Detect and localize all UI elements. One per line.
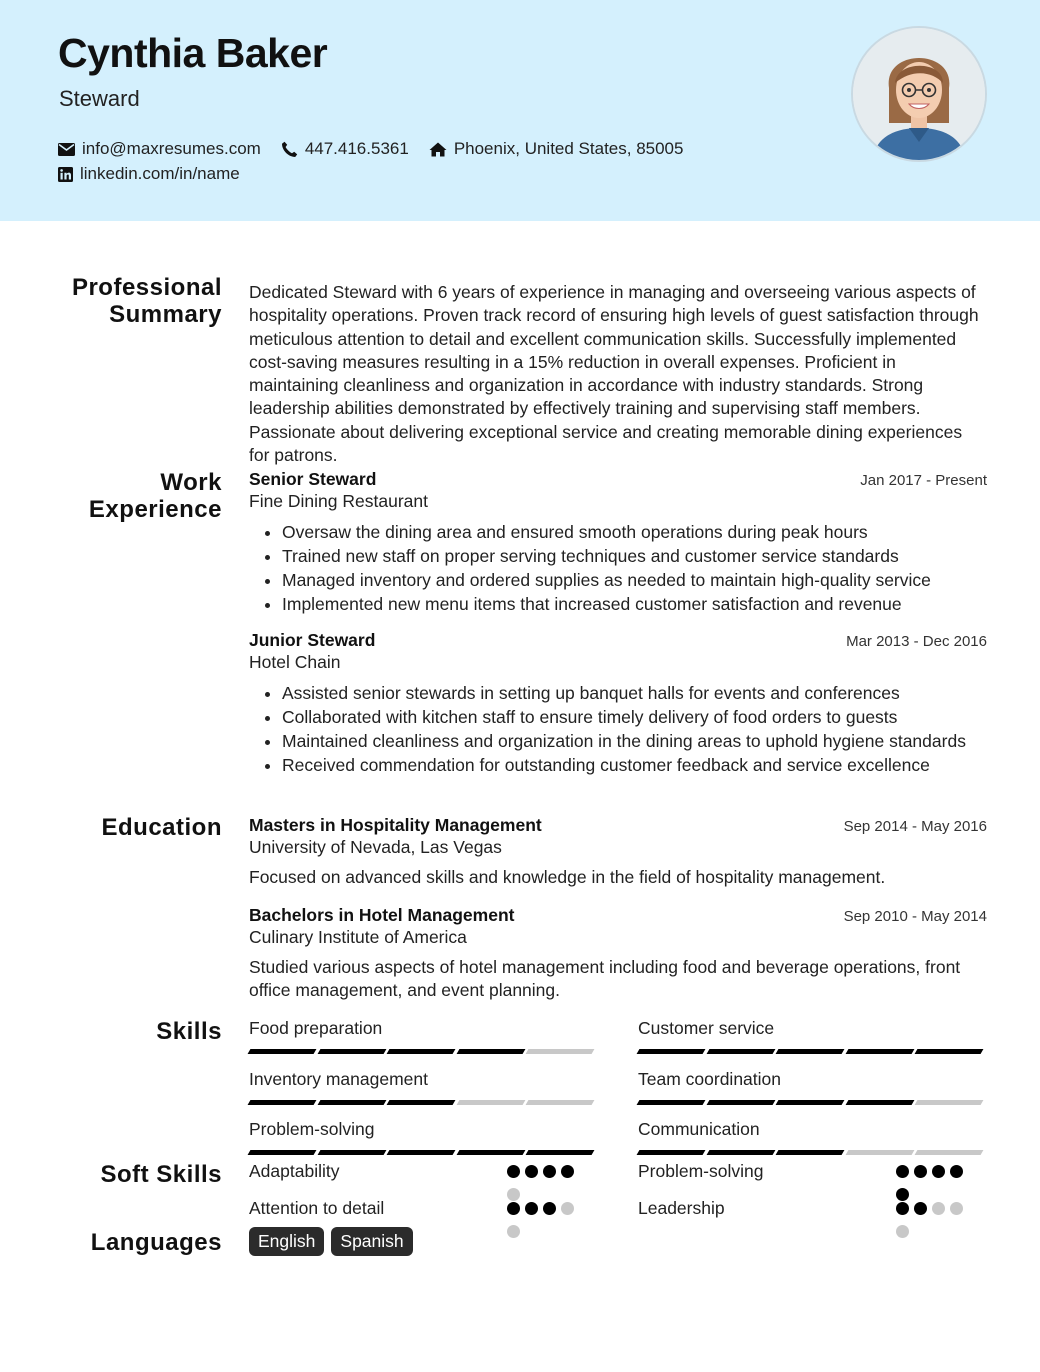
skill-item xyxy=(249,1018,597,1054)
skill-bar-segment xyxy=(526,1049,594,1054)
section-languages: Languages xyxy=(90,1229,222,1256)
summary-content xyxy=(249,281,987,467)
skill-name: Communication xyxy=(638,1119,760,1139)
job-title: Senior Steward xyxy=(249,469,377,489)
skill-bar-segment xyxy=(526,1100,594,1105)
skill-bar-segment xyxy=(776,1150,844,1155)
contact-linkedin[interactable] xyxy=(58,164,240,184)
school-name: Culinary Institute of America xyxy=(249,927,467,947)
job-date: Jan 2017 - Present xyxy=(860,472,987,489)
bullet-item: • Managed inventory and ordered supplies as needed to maintain high-quality service xyxy=(282,568,987,592)
job-date: Mar 2013 - Dec 2016 xyxy=(846,633,987,650)
job-bullets xyxy=(249,681,987,777)
rating-dot xyxy=(525,1202,538,1215)
home-icon xyxy=(429,142,447,157)
address-text: Phoenix, United States, 85005 xyxy=(453,139,684,158)
bullet-item: • Trained new staff on proper serving techniques and customer service standards xyxy=(282,544,987,568)
soft-skill-rating xyxy=(896,1198,976,1248)
contact-email[interactable] xyxy=(58,139,261,159)
job-title: Junior Steward xyxy=(249,630,376,650)
bullet-item: • Maintained cleanliness and organization in the dining areas to uphold hygiene standards xyxy=(282,729,987,753)
bullet-item: • Received commendation for outstanding customer feedback and service excellence xyxy=(282,753,987,777)
degree-date: Sep 2010 - May 2014 xyxy=(843,908,987,925)
rating-dot xyxy=(896,1225,909,1238)
rating-dot xyxy=(914,1202,927,1215)
education-item-1 xyxy=(249,815,987,889)
soft-skill-name: Attention to detail xyxy=(249,1198,385,1218)
soft-skill-name: Leadership xyxy=(638,1198,725,1218)
rating-dot xyxy=(914,1165,927,1178)
language-tag-spanish: Spanish xyxy=(331,1227,412,1256)
skill-level-bar xyxy=(638,1150,986,1155)
job-bullets xyxy=(249,520,987,616)
skill-bar-segment xyxy=(845,1100,913,1105)
skill-bar-segment xyxy=(706,1100,774,1105)
skill-bar-segment xyxy=(317,1150,385,1155)
section-soft-skills: Soft Skills xyxy=(100,1161,222,1188)
section-professional-summary: Professional Summary xyxy=(71,274,222,328)
contact-row-1 xyxy=(58,139,703,159)
degree-title: Bachelors in Hotel Management xyxy=(249,905,515,925)
rating-dot xyxy=(525,1165,538,1178)
language-tags xyxy=(249,1227,420,1256)
skill-item xyxy=(638,1119,986,1155)
candidate-title: Steward xyxy=(59,86,140,111)
skill-bar-segment xyxy=(706,1049,774,1054)
rating-dot xyxy=(896,1165,909,1178)
skill-name: Problem-solving xyxy=(249,1119,375,1139)
soft-skill-item xyxy=(638,1198,986,1248)
skill-bar-segment xyxy=(456,1100,524,1105)
rating-dot xyxy=(543,1202,556,1215)
degree-description: Focused on advanced skills and knowledge in the field of hospitality management. xyxy=(249,867,886,887)
job-org: Hotel Chain xyxy=(249,652,341,672)
summary-text: Dedicated Steward with 6 years of experience in managing and overseeing various aspects of hospitality operations. Proven track record of ensuring high levels of guest satisfaction through meticulous attention to detail and excellent communication skills. Successfully implemented cost-saving measures resulting in a 15% reduction in overall expenses. Proficient in maintaining cleanliness and organization in accordance with industry standards. Strong leadership abilities demonstrated by effectively training and supervising staff members. Passionate about delivering exceptional service and creating memorable dining experiences for patrons. xyxy=(249,282,979,466)
resume-header xyxy=(0,0,1040,221)
skill-bar-segment xyxy=(776,1049,844,1054)
rating-dot xyxy=(561,1202,574,1215)
rating-dot xyxy=(950,1165,963,1178)
skill-bar-segment xyxy=(317,1100,385,1105)
rating-dot xyxy=(950,1202,963,1215)
contact-address xyxy=(429,139,684,159)
skill-bar-segment xyxy=(526,1150,594,1155)
rating-dot xyxy=(507,1165,520,1178)
skill-bar-segment xyxy=(637,1100,705,1105)
bullet-item: • Collaborated with kitchen staff to ensure timely delivery of food orders to guests xyxy=(282,705,987,729)
skill-bar-segment xyxy=(248,1150,316,1155)
skill-name: Inventory management xyxy=(249,1069,428,1089)
rating-dot xyxy=(932,1202,945,1215)
skill-name: Customer service xyxy=(638,1018,775,1038)
degree-description: Studied various aspects of hotel management including food and beverage operations, front office management, and event planning. xyxy=(249,957,961,1001)
profile-photo xyxy=(851,26,987,162)
skill-bar-segment xyxy=(248,1049,316,1054)
skill-bar-segment xyxy=(317,1049,385,1054)
skill-bar-segment xyxy=(706,1150,774,1155)
soft-skill-rating xyxy=(507,1198,587,1248)
envelope-icon xyxy=(58,143,75,156)
section-work-experience: Work Experience xyxy=(88,469,222,523)
rating-dot xyxy=(507,1225,520,1238)
skill-bar-segment xyxy=(845,1049,913,1054)
skill-bar-segment xyxy=(456,1150,524,1155)
skill-level-bar xyxy=(249,1049,597,1054)
bullet-item: • Implemented new menu items that increased customer satisfaction and revenue xyxy=(282,592,987,616)
degree-date: Sep 2014 - May 2016 xyxy=(843,818,987,835)
phone-text: 447.416.5361 xyxy=(304,139,409,158)
skill-bar-segment xyxy=(915,1150,983,1155)
skill-item xyxy=(638,1018,986,1054)
skill-name: Food preparation xyxy=(249,1018,383,1038)
school-name: University of Nevada, Las Vegas xyxy=(249,837,502,857)
skill-item xyxy=(249,1119,597,1155)
skill-level-bar xyxy=(638,1100,986,1105)
skill-level-bar xyxy=(638,1049,986,1054)
rating-dot xyxy=(896,1202,909,1215)
phone-icon xyxy=(281,141,298,158)
contact-row-2 xyxy=(58,164,260,184)
skill-bar-segment xyxy=(248,1100,316,1105)
experience-item-1 xyxy=(249,469,987,616)
skill-bar-segment xyxy=(456,1049,524,1054)
education-item-2 xyxy=(249,905,987,1003)
skill-bar-segment xyxy=(637,1049,705,1054)
rating-dot xyxy=(543,1165,556,1178)
skill-bar-segment xyxy=(387,1049,455,1054)
rating-dot xyxy=(507,1202,520,1215)
profile-photo-icon xyxy=(853,28,985,160)
skill-bar-segment xyxy=(915,1049,983,1054)
skill-bar-segment xyxy=(387,1150,455,1155)
rating-dot xyxy=(561,1165,574,1178)
degree-title: Masters in Hospitality Management xyxy=(249,815,542,835)
skill-name: Team coordination xyxy=(638,1069,781,1089)
section-skills: Skills xyxy=(156,1018,222,1045)
bullet-item: • Assisted senior stewards in setting up banquet halls for events and conferences xyxy=(282,681,987,705)
skill-item xyxy=(249,1069,597,1105)
skill-item xyxy=(638,1069,986,1105)
linkedin-icon xyxy=(58,167,73,182)
job-org: Fine Dining Restaurant xyxy=(249,491,428,511)
skill-level-bar xyxy=(249,1100,597,1105)
soft-skill-name: Adaptability xyxy=(249,1161,340,1181)
candidate-name: Cynthia Baker xyxy=(58,30,328,76)
contact-phone[interactable] xyxy=(281,139,409,159)
skill-bar-segment xyxy=(915,1100,983,1105)
skill-level-bar xyxy=(249,1150,597,1155)
language-tag-english: English xyxy=(249,1227,324,1256)
rating-dot xyxy=(932,1165,945,1178)
skill-bar-segment xyxy=(845,1150,913,1155)
section-education: Education xyxy=(101,814,222,841)
bullet-item: • Oversaw the dining area and ensured smooth operations during peak hours xyxy=(282,520,987,544)
email-text: info@maxresumes.com xyxy=(82,139,261,158)
linkedin-text: linkedin.com/in/name xyxy=(80,164,240,183)
soft-skill-name: Problem-solving xyxy=(638,1161,764,1181)
skill-bar-segment xyxy=(776,1100,844,1105)
experience-item-2 xyxy=(249,630,987,777)
skill-bar-segment xyxy=(387,1100,455,1105)
skill-bar-segment xyxy=(637,1150,705,1155)
